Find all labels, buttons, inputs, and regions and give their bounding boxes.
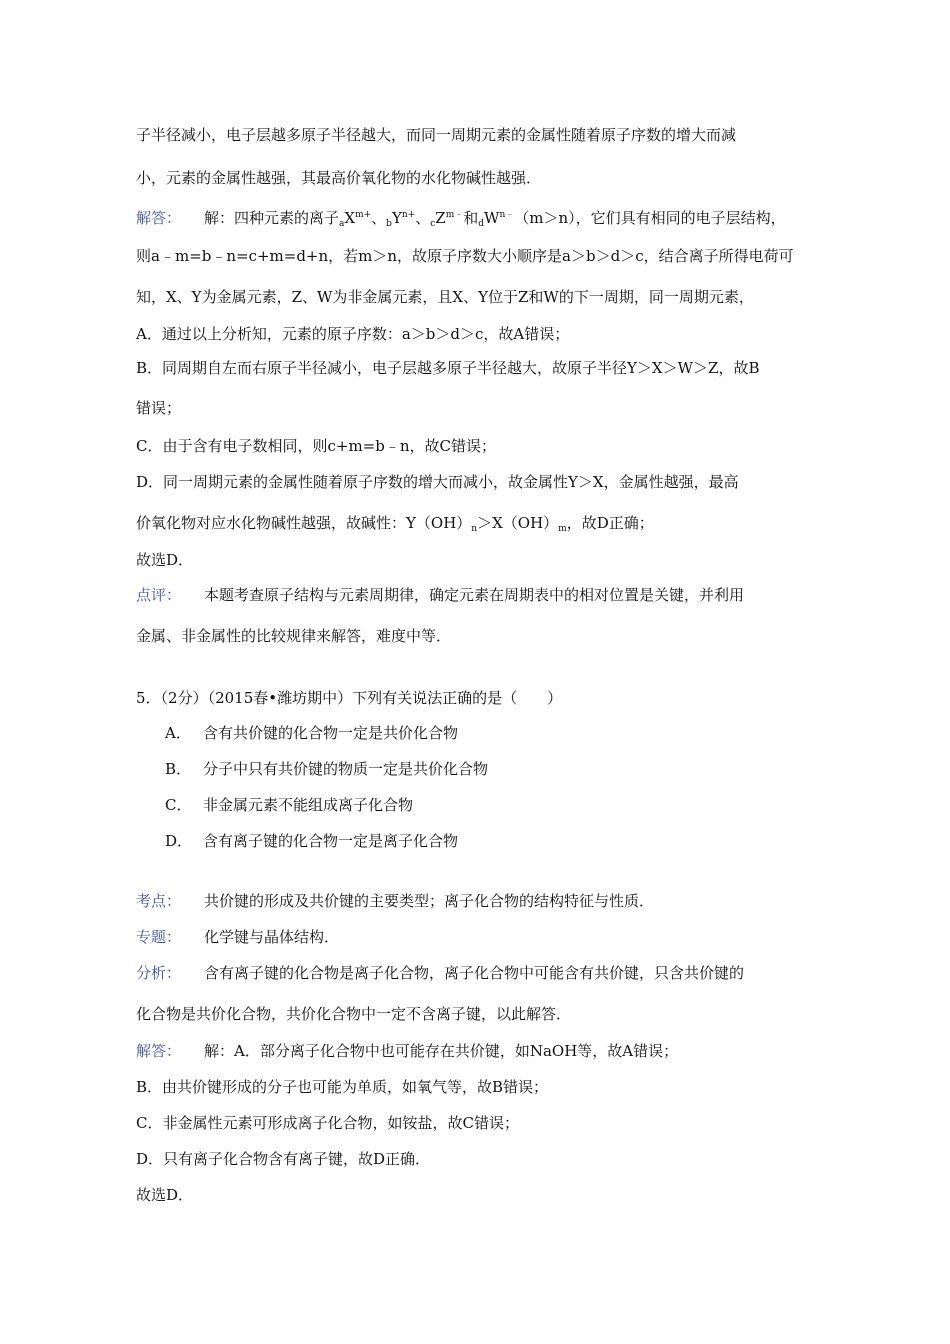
option-d-analysis: D．同一周期元素的金属性随着原子序数的增大而减小，故金属性Y＞X，金属性越强，最高: [136, 473, 739, 491]
analysis-line: 化合物是共价化合物，共价化合物中一定不含离子键，以此解答．: [136, 1005, 572, 1023]
option-d: D． 含有离子键的化合物一定是离子化合物: [165, 832, 459, 850]
solution-intro-line: 解答： 解：四种元素的离子$_aX^{m+}$、$_bY^{n+}$、$_cZ^{m﹣}$和$_dW^{n﹣}(m>n)$，它们具有相同的电子层结构，: [136, 209, 786, 229]
option-a-analysis: A．通过以上分析知，元素的原子序数：a＞b＞d＞c，故A错误；: [136, 325, 570, 343]
analysis-line: 小，元素的金属性越强，其最高价氧化物的水化物碱性越强．: [136, 169, 542, 187]
zhuanti-line: 专题： 化学键与晶体结构．: [136, 928, 340, 946]
solution-line: D．只有离子化合物含有离子键，故D正确．: [136, 1150, 431, 1168]
base-comparison-line: 价氧化物对应水化物碱性越强，故碱性：$Y(OH)_n>X(OH)_m$，故D正确；: [136, 514, 654, 534]
option-b-analysis-cont: 错误；: [136, 399, 182, 417]
analysis-line: 子半径减小，电子层越多原子半径越大，而同一周期元素的金属性随着原子序数的增大而减: [136, 126, 737, 144]
solution-label: 解答：: [136, 1042, 182, 1060]
analysis-label: 分析：: [136, 964, 182, 982]
kaodian-label: 考点：: [136, 892, 182, 910]
choice-line: 故选D．: [136, 551, 194, 569]
comment-label: 点评：: [136, 586, 182, 604]
zhuanti-label: 专题：: [136, 928, 182, 946]
choice-line: 故选D．: [136, 1186, 194, 1204]
option-c: C． 非金属元素不能组成离子化合物: [165, 796, 414, 814]
kaodian-line: 考点： 共价键的形成及共价键的主要类型；离子化合物的结构特征与性质．: [136, 892, 655, 910]
solution-line: 解答： 解：A．部分离子化合物中也可能存在共价键，如NaOH等，故A错误；: [136, 1042, 679, 1060]
solution-label: 解答：: [136, 209, 182, 227]
option-c-analysis: C．由于含有电子数相同，则c+m=b﹣n，故C错误；: [136, 437, 496, 455]
comment-line: 金属、非金属性的比较规律来解答，难度中等．: [136, 627, 452, 645]
comment-line: 点评： 本题考查原子结构与元素周期律，确定元素在周期表中的相对位置是关键，并利用: [136, 586, 745, 604]
question-stem: 5．（2分）（2015春•潍坊期中）下列有关说法正确的是（ ）: [136, 689, 563, 707]
option-a: A． 含有共价键的化合物一定是共价化合物: [165, 724, 459, 742]
solution-line: B．由共价键形成的分子也可能为单质，如氧气等，故B错误；: [136, 1078, 549, 1096]
analysis-line: 分析： 含有离子键的化合物是离子化合物，离子化合物中可能含有共价键，只含共价键的: [136, 964, 745, 982]
solution-line: 知，X、Y为金属元素，Z、W为非金属元素，且X、Y位于Z和W的下一周期，同一周期元素，: [136, 288, 754, 306]
option-b: B． 分子中只有共价键的物质一定是共价化合物: [165, 760, 489, 778]
solution-line: C．非金属性元素可形成离子化合物，如铵盐，故C错误；: [136, 1114, 519, 1132]
option-b-analysis: B．同周期自左而右原子半径减小，电子层越多原子半径越大，故原子半径Y＞X＞W＞Z，故B: [136, 359, 760, 377]
solution-line: 则a﹣m=b﹣n=c+m=d+n，若m＞n，故原子序数大小顺序是a＞b＞d＞c，结合离子所得电荷可: [136, 247, 794, 265]
